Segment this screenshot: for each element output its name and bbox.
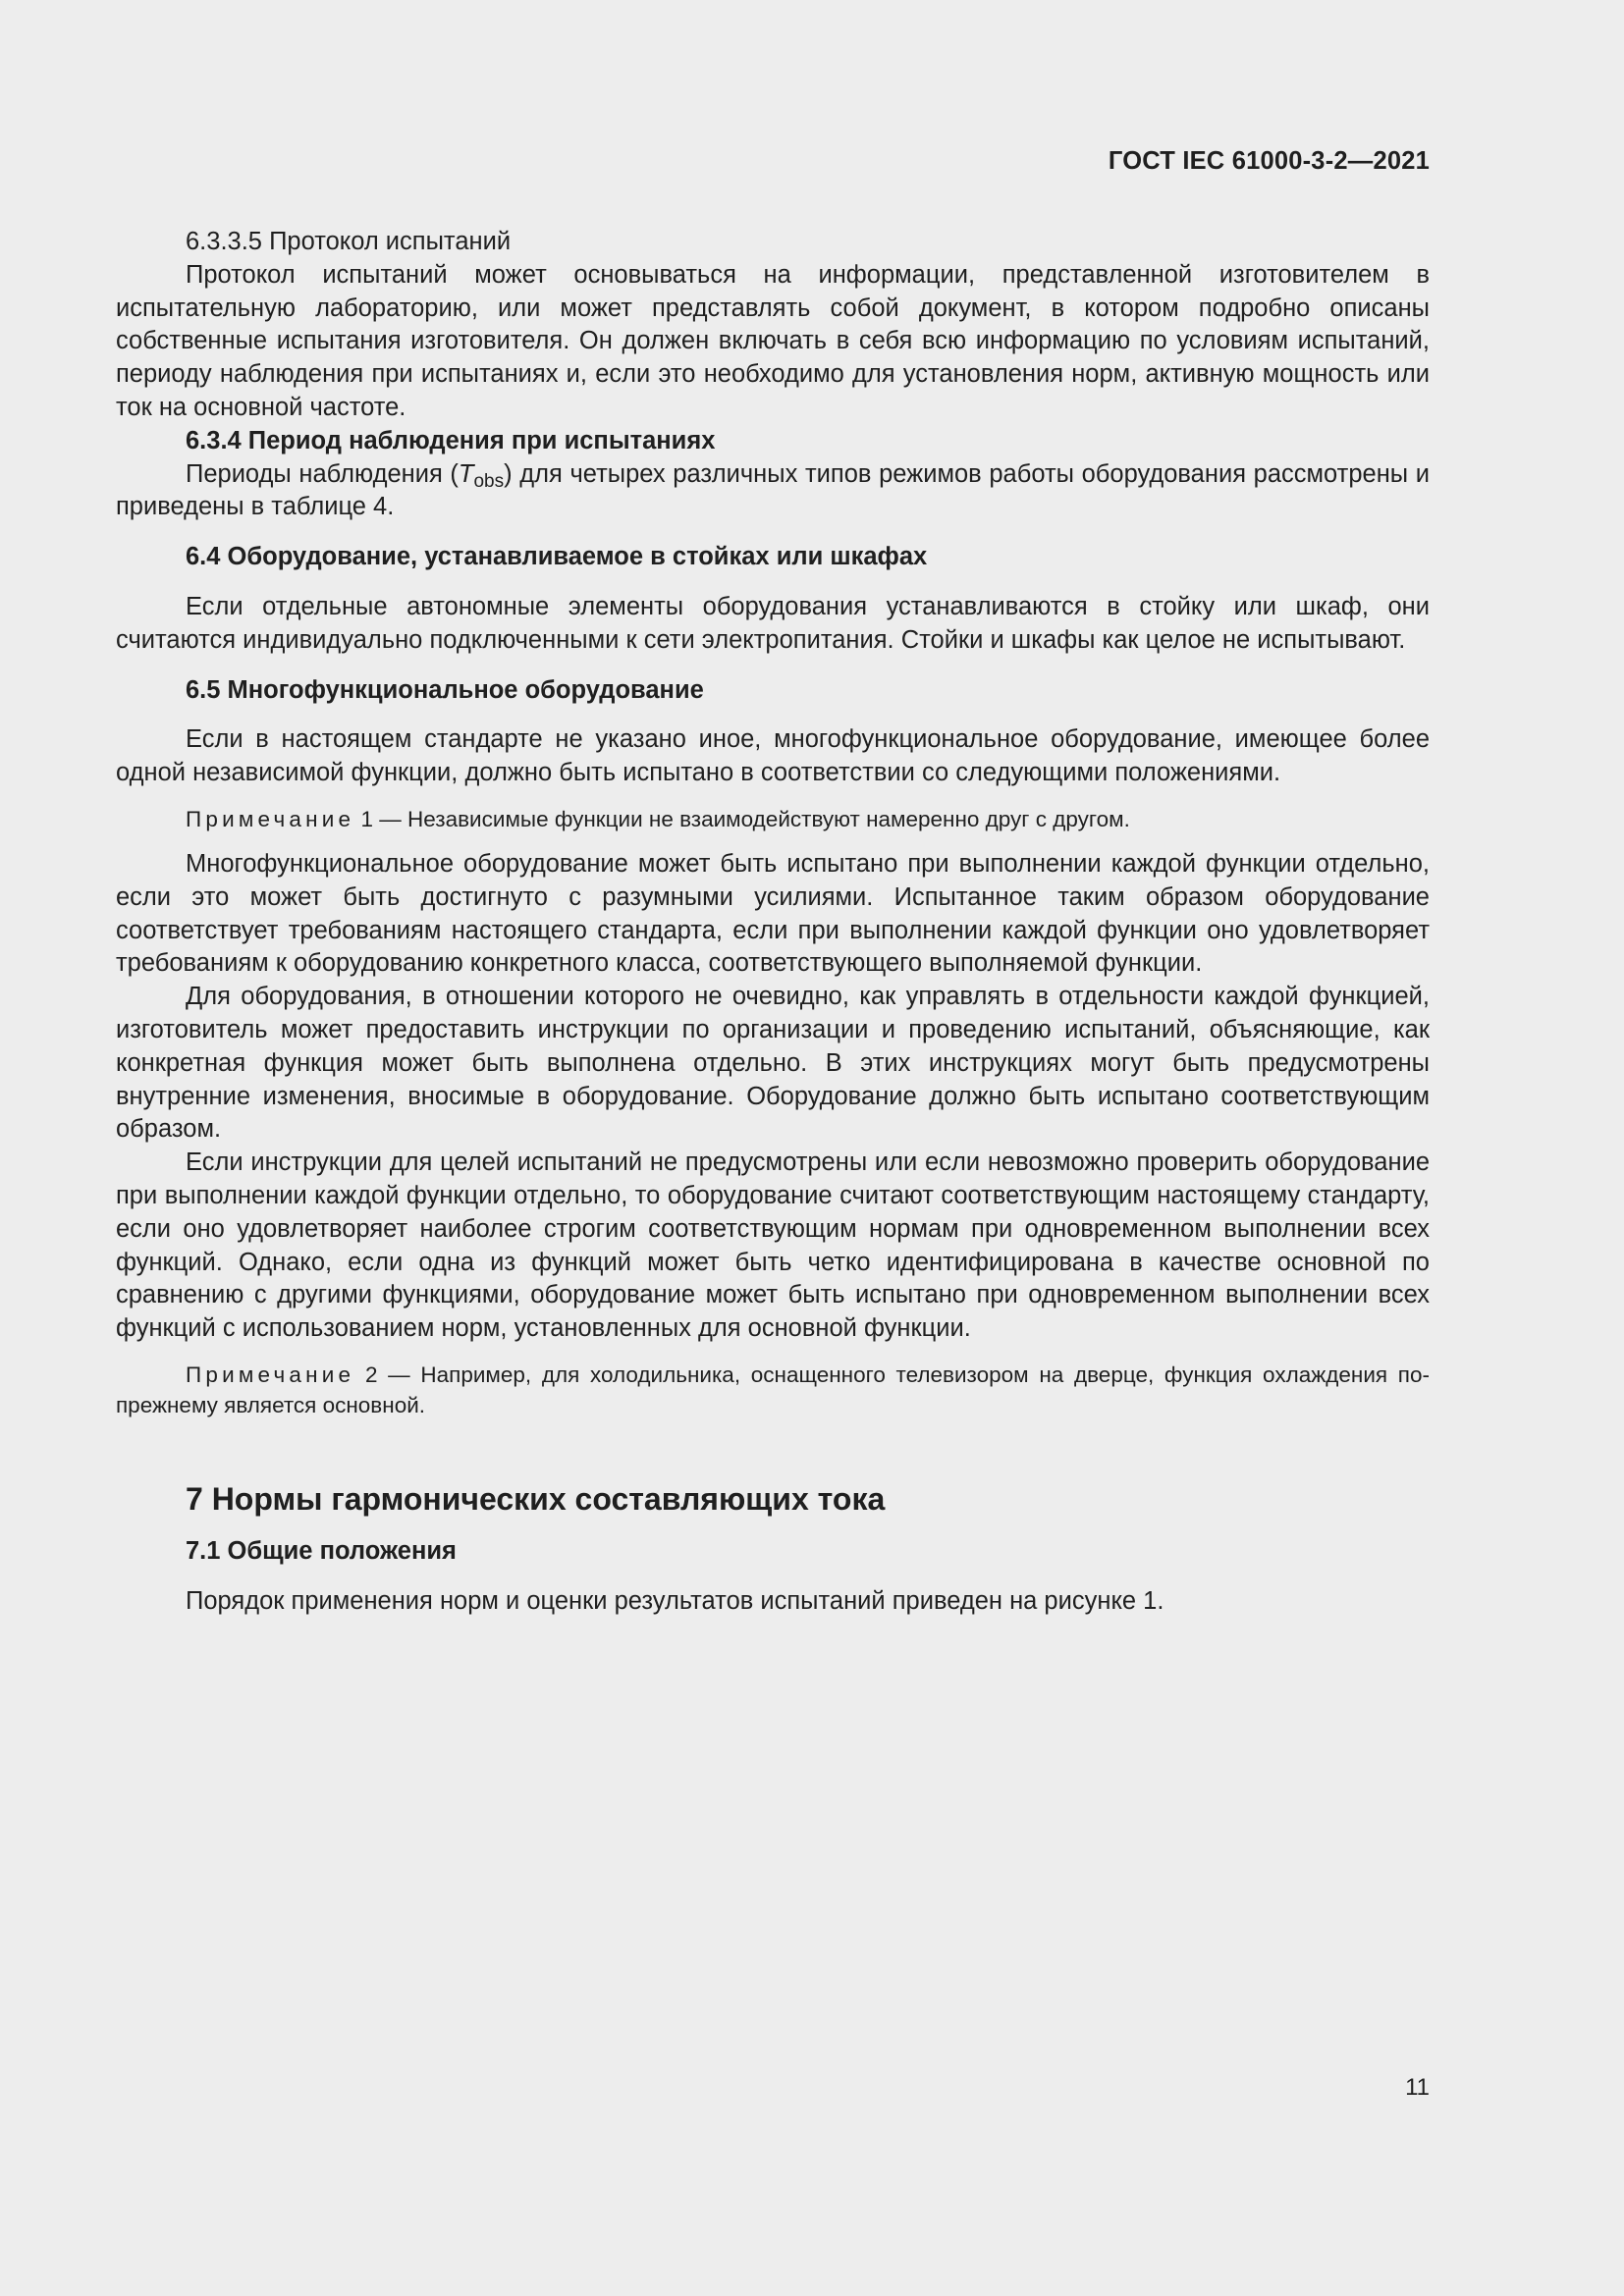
section-6-4-heading: 6.4 Оборудование, устанавливаемое в стойках или шкафах <box>186 543 928 571</box>
section-7-1-heading: 7.1 Общие положения <box>186 1536 457 1565</box>
section-6-5-heading: 6.5 Многофункциональное оборудование <box>186 675 704 704</box>
section-6-4-paragraph: Если отдельные автономные элементы оборудования устанавливаются в стойку или шкаф, они считаются индивидуально подключенными к сети электропитания. Стойки и шкафы как целое не испытывают. <box>116 592 1430 654</box>
section-6-3-3-5-paragraph: Протокол испытаний может основываться на информации, представленной изготовителем в испытательную лабораторию, или может представлять собой документ, в котором подробно описаны собственные испытания изготовителя. Он должен включать в себя всю информацию по условиям испытаний, периоду наблюдения при испытаниях и, если это необходимо для установления норм, активную мощность или ток на основной частоте. <box>116 260 1430 421</box>
note-2-text: 2 — Например, для холодильника, оснащенного телевизором на дверце, функция охлаждения по-прежнему является основной. <box>116 1362 1430 1417</box>
section-6-5-paragraph-1: Если в настоящем стандарте не указано иное, многофункциональное оборудование, имеющее более одной независимой функции, должно быть испытано в соответствии со следующими положениями. <box>116 725 1430 787</box>
section-6-5-paragraph-4: Если инструкции для целей испытаний не предусмотрены или если невозможно проверить оборудование при выполнении каждой функции отдельно, то оборудование считают соответствующим настоящему стандарту, если оно удовлетворяет наиболее строгим соответствующим нормам при одновременном выполнении всех функций. Однако, если одна из функций может быть четко идентифицирована в качестве основной по сравнению с другими функциями, оборудование может быть испытано при одновременном выполнении всех функций с использованием норм, установленных для основной функции. <box>116 1148 1430 1343</box>
section-7-1-paragraph: Порядок применения норм и оценки результатов испытаний приведен на рисунке 1. <box>186 1586 1164 1615</box>
section-6-5-paragraph-3: Для оборудования, в отношении которого не очевидно, как управлять в отдельности каждой функцией, изготовитель может предоставить инструкции по организации и проведению испытаний, объясняющие, как конкретная функция может быть выполнена отдельно. В этих инструкциях могут быть предусмотрены внутренние изменения, вносимые в оборудование. Оборудование должно быть испытано соответствующим образом. <box>116 983 1430 1144</box>
section-6-3-4-paragraph <box>116 458 1430 525</box>
t-obs-symbol: T <box>458 459 474 488</box>
section-6-3-3-5-heading: 6.3.3.5 Протокол испытаний <box>186 228 512 255</box>
note-1-label: Примечание <box>186 806 355 831</box>
t-obs-subscript: obs <box>473 470 505 492</box>
section-6-3-4-text-after: ) для четырех различных типов режимов работы оборудования рассмотрены и приведены в таблице 4. <box>116 459 1430 521</box>
section-6-3-4-heading: 6.3.4 Период наблюдения при испытаниях <box>186 426 716 454</box>
note-2 <box>116 1360 1430 1420</box>
section-7-heading: 7 Нормы гармонических составляющих тока <box>186 1480 886 1517</box>
section-6-5-paragraph-2: Многофункциональное оборудование может быть испытано при выполнении каждой функции отдельно, если это может быть достигнуто с разумными усилиями. Испытанное таким образом оборудование соответствует требованиям настоящего стандарта, если при выполнении каждой функции оно удовлетворяет требованиям к оборудованию конкретного класса, соответствующего выполняемой функции. <box>116 849 1430 978</box>
document-body <box>116 226 1430 1619</box>
document-page <box>116 0 1430 2296</box>
note-2-label: Примечание <box>186 1362 355 1387</box>
section-6-3-4-text-before: Периоды наблюдения ( <box>186 459 459 488</box>
note-1-text: 1 — Независимые функции не взаимодействуют намеренно друг с другом. <box>354 806 1130 831</box>
page-number: 11 <box>1405 2074 1430 2101</box>
document-id-header: ГОСТ IEC 61000-3-2—2021 <box>1108 147 1430 175</box>
note-1 <box>116 804 1430 834</box>
